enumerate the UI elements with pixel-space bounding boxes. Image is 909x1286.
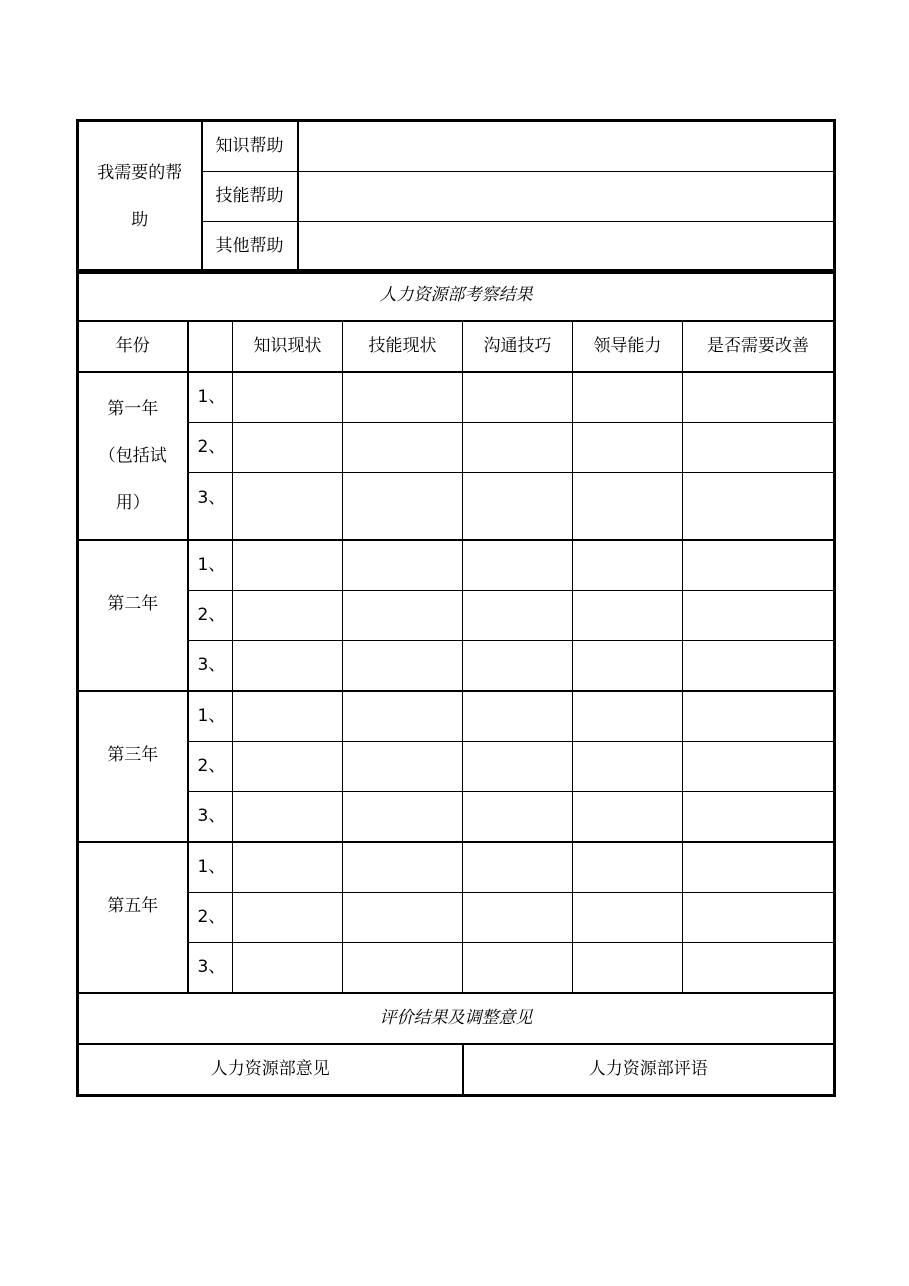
header-skill: 技能现状 <box>343 321 463 372</box>
cell-improvement[interactable] <box>683 540 835 591</box>
cell-leadership[interactable] <box>573 691 683 742</box>
year-label-1 <box>78 372 188 540</box>
cell-leadership[interactable] <box>573 893 683 943</box>
cell-communication[interactable] <box>463 792 573 843</box>
cell-skill[interactable] <box>343 591 463 641</box>
cell-leadership[interactable] <box>573 641 683 692</box>
cell-leadership[interactable] <box>573 943 683 994</box>
help-category-skill: 技能帮助 <box>202 172 298 222</box>
cell-skill[interactable] <box>343 691 463 742</box>
table-row <box>78 792 835 843</box>
item-number: 1、 <box>188 842 233 893</box>
cell-leadership[interactable] <box>573 473 683 541</box>
hr-opinion-label: 人力资源部意见 <box>78 1044 463 1096</box>
cell-communication[interactable] <box>463 842 573 893</box>
table-row <box>78 691 835 742</box>
cell-knowledge[interactable] <box>233 792 343 843</box>
cell-knowledge[interactable] <box>233 423 343 473</box>
cell-leadership[interactable] <box>573 423 683 473</box>
item-number: 1、 <box>188 540 233 591</box>
header-leadership: 领导能力 <box>573 321 683 372</box>
cell-improvement[interactable] <box>683 372 835 423</box>
cell-leadership[interactable] <box>573 540 683 591</box>
cell-communication[interactable] <box>463 473 573 541</box>
table-row <box>78 372 835 423</box>
year-label-3: 第三年 <box>78 691 188 842</box>
cell-skill[interactable] <box>343 423 463 473</box>
hr-assessment-table <box>76 269 836 1097</box>
header-improvement: 是否需要改善 <box>683 321 835 372</box>
table-row <box>78 943 835 994</box>
cell-leadership[interactable] <box>573 591 683 641</box>
cell-communication[interactable] <box>463 423 573 473</box>
item-number: 2、 <box>188 591 233 641</box>
cell-skill[interactable] <box>343 372 463 423</box>
opinion-row <box>78 1044 835 1096</box>
year-label-5: 第五年 <box>78 842 188 993</box>
header-year: 年份 <box>78 321 188 372</box>
cell-knowledge[interactable] <box>233 473 343 541</box>
cell-improvement[interactable] <box>683 792 835 843</box>
help-category-other: 其他帮助 <box>202 222 298 273</box>
cell-improvement[interactable] <box>683 893 835 943</box>
cell-improvement[interactable] <box>683 591 835 641</box>
help-other-field[interactable] <box>298 222 835 273</box>
cell-skill[interactable] <box>343 792 463 843</box>
cell-improvement[interactable] <box>683 691 835 742</box>
help-main-label <box>78 121 202 273</box>
cell-communication[interactable] <box>463 641 573 692</box>
evaluation-title-row <box>78 993 835 1044</box>
help-category-knowledge: 知识帮助 <box>202 121 298 172</box>
cell-skill[interactable] <box>343 473 463 541</box>
cell-knowledge[interactable] <box>233 540 343 591</box>
help-skill-field[interactable] <box>298 172 835 222</box>
table-row <box>78 591 835 641</box>
item-number: 3、 <box>188 473 233 541</box>
cell-knowledge[interactable] <box>233 691 343 742</box>
cell-knowledge[interactable] <box>233 742 343 792</box>
header-row <box>78 321 835 372</box>
table-row <box>78 742 835 792</box>
help-knowledge-field[interactable] <box>298 121 835 172</box>
cell-knowledge[interactable] <box>233 372 343 423</box>
cell-skill[interactable] <box>343 842 463 893</box>
cell-leadership[interactable] <box>573 792 683 843</box>
item-number: 2、 <box>188 423 233 473</box>
item-number: 3、 <box>188 943 233 994</box>
cell-knowledge[interactable] <box>233 641 343 692</box>
evaluation-title: 评价结果及调整意见 <box>78 993 835 1044</box>
item-number: 3、 <box>188 792 233 843</box>
cell-improvement[interactable] <box>683 742 835 792</box>
cell-communication[interactable] <box>463 372 573 423</box>
cell-skill[interactable] <box>343 742 463 792</box>
item-number: 2、 <box>188 893 233 943</box>
cell-improvement[interactable] <box>683 842 835 893</box>
table-row <box>78 641 835 692</box>
cell-communication[interactable] <box>463 893 573 943</box>
header-number <box>188 321 233 372</box>
year-label-2: 第二年 <box>78 540 188 691</box>
cell-communication[interactable] <box>463 691 573 742</box>
table-row <box>78 423 835 473</box>
item-number: 2、 <box>188 742 233 792</box>
table-row <box>78 473 835 541</box>
header-knowledge: 知识现状 <box>233 321 343 372</box>
table-row <box>78 842 835 893</box>
cell-communication[interactable] <box>463 540 573 591</box>
cell-knowledge[interactable] <box>233 591 343 641</box>
year-label-1-text: 第一年（包括试用） <box>98 398 167 513</box>
cell-skill[interactable] <box>343 943 463 994</box>
item-number: 3、 <box>188 641 233 692</box>
cell-improvement[interactable] <box>683 641 835 692</box>
hr-comment-label: 人力资源部评语 <box>463 1044 835 1096</box>
cell-leadership[interactable] <box>573 372 683 423</box>
cell-improvement[interactable] <box>683 473 835 541</box>
table-row <box>78 893 835 943</box>
cell-communication[interactable] <box>463 943 573 994</box>
hr-section-title: 人力资源部考察结果 <box>78 270 835 321</box>
cell-improvement[interactable] <box>683 423 835 473</box>
cell-knowledge[interactable] <box>233 893 343 943</box>
header-communication: 沟通技巧 <box>463 321 573 372</box>
cell-skill[interactable] <box>343 893 463 943</box>
cell-skill[interactable] <box>343 540 463 591</box>
item-number: 1、 <box>188 372 233 423</box>
help-table <box>76 119 836 274</box>
cell-communication[interactable] <box>463 742 573 792</box>
cell-leadership[interactable] <box>573 742 683 792</box>
cell-knowledge[interactable] <box>233 943 343 994</box>
table-row <box>78 540 835 591</box>
cell-knowledge[interactable] <box>233 842 343 893</box>
cell-leadership[interactable] <box>573 842 683 893</box>
help-main-text: 我需要的帮助 <box>97 162 183 230</box>
cell-improvement[interactable] <box>683 943 835 994</box>
item-number: 1、 <box>188 691 233 742</box>
cell-communication[interactable] <box>463 591 573 641</box>
cell-skill[interactable] <box>343 641 463 692</box>
